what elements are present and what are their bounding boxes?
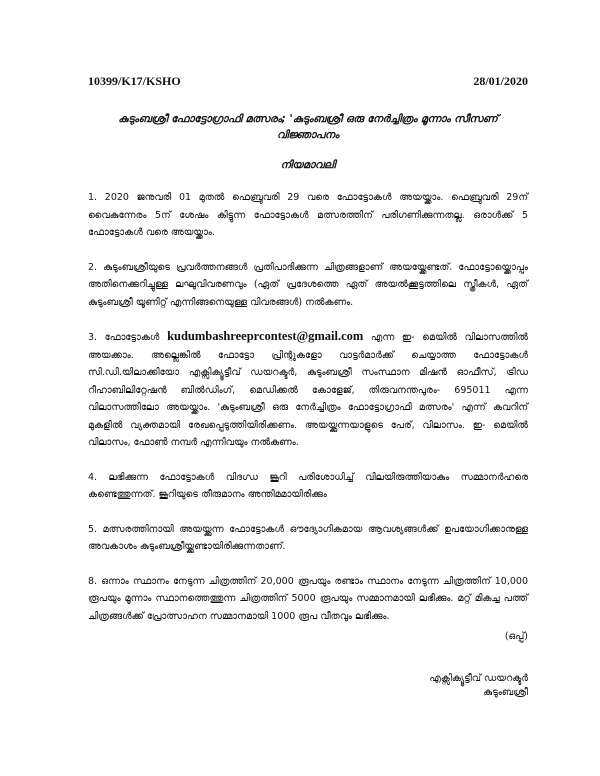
document-header xyxy=(88,74,528,89)
document-title xyxy=(88,111,528,143)
signatory-organization: കുടുംബശ്രീ xyxy=(483,687,528,698)
signature-mark: (ഒപ്പ്) xyxy=(504,631,528,642)
title-line-1: കുടുംബശ്രീ ഫോട്ടോഗ്രാഫി മത്സരം; 'കുടുംബശ്രീ ഒരു നേർച്ചിത്രം മൂന്നാം സീസണ് xyxy=(118,113,498,125)
rule-3 xyxy=(88,328,528,452)
rule-1: 1. 2020 ജനുവരി 01 മുതൽ ഫെബ്രുവരി 29 വരെ ഫോട്ടോകൾ അയയ്ക്കാം. ഫെബ്രുവരി 29ന് വൈകുന്നേരം 5ന് ശേഷം കിട്ടുന്ന ഫോട്ടോകൾ മത്സരത്തിന് പരിഗണിക്കുന്നതല്ല. ഒരാൾക്ക് 5 ഫോട്ടോകൾ വരെ അയയ്ക്കാം. xyxy=(88,192,528,238)
title-line-2: വിജ്ഞാപനം xyxy=(276,129,340,141)
section-title: നിയമാവലി xyxy=(280,159,336,171)
contest-email: kudumbashreeprcontest@gmail.com xyxy=(167,329,364,343)
document-date: 28/01/2020 xyxy=(473,74,528,88)
reference-number: 10399/K17/KSHO xyxy=(88,74,181,88)
rule-2: 2. കുടുംബശ്രീയുടെ പ്രവർത്തനങ്ങൾ പ്രതിപാദിക്കുന്ന ചിത്രങ്ങളാണ് അയയ്ക്കേണ്ടത്. ഫോട്ടോയ്ക്കൊപ്പം അതിനെക്കുറിച്ചുള്ള ലഘുവിവരണവും (ഏത് പ്രദേശത്തെ ഏത് അയൽക്കൂട്ടത്തിലെ സ്ത്രീകൾ, ഏത് കുടുംബശ്രീ യൂണിറ്റ് എന്നിങ്ങനെയുള്ള വിവരങ്ങൾ) നൽകണം. xyxy=(88,261,528,308)
rule-3-prefix: 3. ഫോട്ടോകൾ xyxy=(88,332,168,343)
rule-4: 4. ലഭിക്കുന്ന ഫോട്ടോകൾ വിദഗ്ധ ജൂറി പരിശോധിച്ച് വിലയിരുത്തിയാകും സമ്മാനർഹരെ കണ്ടെത്തുന്നത്. ജൂറിയുടെ തീരുമാനം അന്തിമമായിരിക്കും xyxy=(88,471,528,500)
rule-3-suffix: എന്ന ഇ- മെയിൽ വിലാസത്തിൽ അയക്കാം. അല്ലെങ്കിൽ ഫോട്ടോ പ്രിന്റുകളോ വാട്ടർമാർക്ക് ചെയ്യാത്ത ഫോട്ടോകൾ സി.ഡി.യിലാക്കിയോ എക്സിക്യൂട്ടീവ് ഡയറക്ടർ, കുടുംബശ്രീ സംസ്ഥാന മിഷൻ ഓഫീസ്, ട്രിഡ റീഹാബിലിറ്റേഷൻ ബിൽഡിംഗ്, മെഡിക്കൽ കോളേജ്, തിരുവനന്തപുരം- 695011 എന്ന വിലാസത്തിലോ അയയ്ക്കാം. 'കുടുംബശ്രീ ഒരു നേർച്ചിത്രം ഫോട്ടോഗ്രാഫി മത്സരം' എന്ന് കവറിന് മുകളിൽ വ്യക്തമായി രേഖപ്പെടുത്തിയിരിക്കണം. അയയ്ക്കുന്നയാളുടെ പേര്, വിലാസം. ഇ- മെയിൽ വിലാസം, ഫോൺ നമ്പർ എന്നിവയും നൽകണം. xyxy=(88,332,528,448)
signatory-designation: എക്സിക്യൂട്ടീവ് ഡയറക്ടർ xyxy=(429,673,528,684)
rule-5: 5. മത്സരത്തിനായി അയയ്ക്കുന്ന ഫോട്ടോകൾ ഔദ്യോഗികമായ ആവശ്യങ്ങൾക്ക് ഉപയോഗിക്കാനുള്ള അവകാശം കുടുംബശ്രീയ്ക്കുണ്ടായിരിക്കുന്നതാണ്. xyxy=(88,523,528,552)
rule-8: 8. ഒന്നാം സ്ഥാനം നേടുന്ന ചിത്രത്തിന് 20,000 രൂപയും രണ്ടാം സ്ഥാനം നേടുന്ന ചിത്രത്തിന് 10,000 രൂപയും മൂന്നാം സ്ഥാനത്തെത്തുന്ന ചിത്രത്തിന് 5000 രൂപയും സമ്മാനമായി ലഭിക്കും. മറ്റ് മികച്ച പത്ത് ചിത്രങ്ങൾക്ക് പ്രോത്സാഹന സമ്മാനമായി 1000 രൂപ വീതവും ലഭിക്കും. xyxy=(88,575,528,622)
signature-block xyxy=(429,630,528,700)
